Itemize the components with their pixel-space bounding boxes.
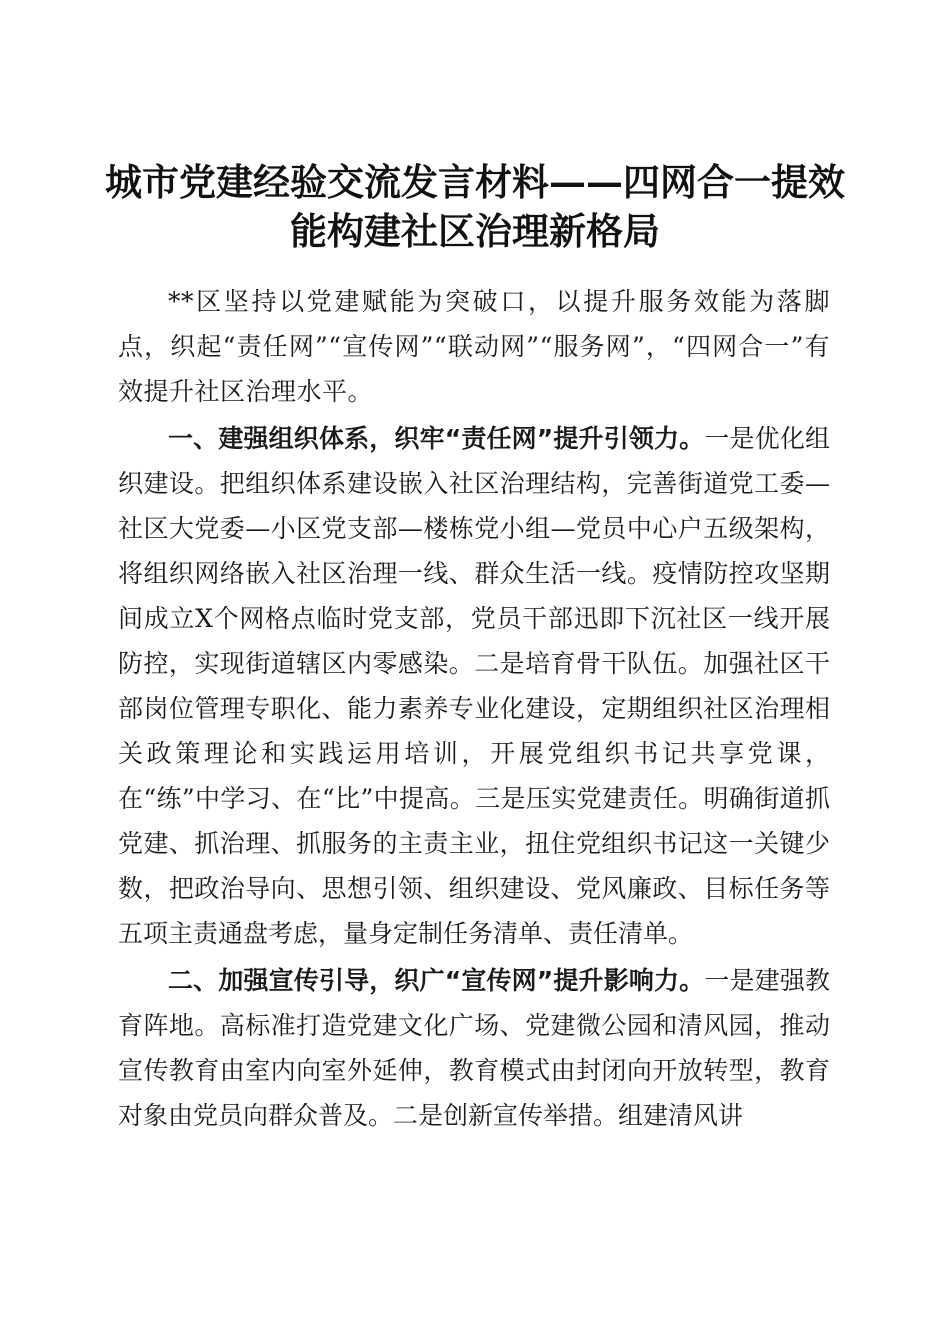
section-paragraph-1 — [118, 416, 830, 956]
intro-paragraph: **区坚持以党建赋能为突破口，以提升服务效能为落脚点，织起“责任网”“宣传网”“联动网”“服务网”，“四网合一”有效提升社区治理水平。 — [118, 287, 830, 406]
title-line-2: 能构建社区治理新格局 — [290, 208, 660, 253]
title-line-1: 城市党建经验交流发言材料——四网合一提效 — [105, 159, 845, 204]
section-text-1: 一是优化组织建设。把组织体系建设嵌入社区治理结构，完善街道党工委—社区大党委—小区党支部—楼栋党小组—党员中心户五级架构，将组织网络嵌入社区治理一线、群众生活一线。疫情防控攻坚期间成立X个网格点临时党支部，党员干部迅即下沉社区一线开展防控，实现街道辖区内零感染。二是培育骨干队伍。加强社区干部岗位管理专职化、能力素养专业化建设，定期组织社区治理相关政策理论和实践运用培训，开展党组织书记共享党课，在“练”中学习、在“比”中提高。三是压实党建责任。明确街道抓党建、抓治理、抓服务的主责主业，扭住党组织书记这一关键少数，把政治导向、思想引领、组织建设、党风廉政、目标任务等五项主责通盘考虑，量身定制任务清单、责任清单。 — [118, 424, 830, 948]
section-paragraph-2 — [118, 958, 830, 1138]
document-title — [100, 158, 850, 256]
section-heading-2: 二、加强宣传引导，织广“宣传网”提升影响力。 — [168, 966, 705, 995]
section-heading-1: 一、建强组织体系，织牢“责任网”提升引领力。 — [168, 424, 705, 453]
document-body — [118, 279, 830, 1138]
section-text-2: 一是建强教育阵地。高标准打造党建文化广场、党建微公园和清风园，推动宣传教育由室内向室外延伸，教育模式由封闭向开放转型，教育对象由党员向群众普及。二是创新宣传举措。组建清风讲 — [118, 966, 830, 1130]
